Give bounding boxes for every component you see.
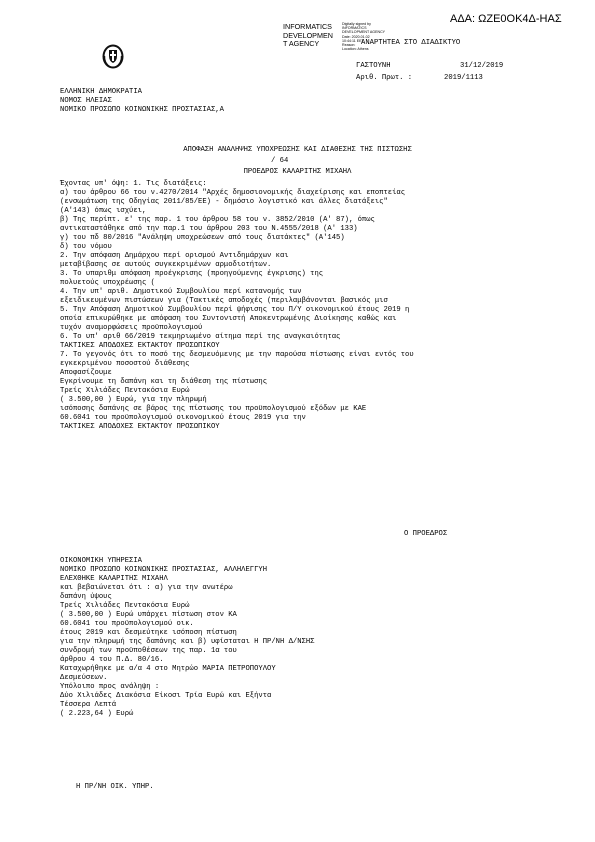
place: ΓΑΣΤΟΥΝΗ <box>356 62 391 70</box>
decision-title: ΑΠΟΦΑΣΗ ΑΝΑΛΗΨΗΣ ΥΠΟΧΡΕΩΣΗΣ ΚΑΙ ΔΙΑΘΕΣΗΣ ΤΗΣ ΠΙΣΤΩΣΗΣ <box>183 146 412 154</box>
finance-certification: ΟΙΚΟΝΟΜΙΚΗ ΥΠΗΡΕΣΙΑ ΝΟΜΙΚΟ ΠΡΟΣΩΠΟ ΚΟΙΝΩΝΙΚΗΣ ΠΡΟΣΤΑΣΙΑΣ, ΑΛΛΗΛΕΓΓΥΗ ΕΛΕΧΘΗΚΕ ΚΑΛΑΡΙΤΗΣ ΜΙΧΑΗΛ και βεβαιώνεται ότι : α) για την ανωτέρω δαπάνη ύψους Τρείς Χιλιάδες Πεντακόσια Ευρώ ( 3.500,00 ) Ευρώ υπάρχει πίστωση στον ΚΑ 60.6041 του προϋπολογισμού οικ. έτους 2019 και δεσμεύτηκε ισόποση πίστωση για την πληρωμή της δαπάνης και β) υφίσταται Η ΠΡ/ΝΗ Δ/ΝΣΗΣ συνδρομή των προϋποθέσεων της παρ. 1α του άρθρου 4 του Π.Δ. 80/16. Καταχωρήθηκε με α/α 4 στο Μητρώο ΜΑΡΙΑ ΠΕΤΡΟΠΟΥΛΟΥ Δεσμεύσεων. Υπόλοιπο προς ανάληψη : Δύο Χιλιάδες Διακόσια Είκοσι Τρία Ευρώ και Εξήντα Τέσσερα Λεπτά ( 2.223,64 ) Ευρώ <box>60 557 315 718</box>
decision-issuer: ΠΡΟΕΔΡΟΣ ΚΑΛΑΡΙΤΗΣ ΜΙΧΑΗΛ <box>243 168 352 176</box>
posting-note: ΑΝΑΡΤΗΤΕΑ ΣΤΟ ΔΙΑΔΙΚΤΥΟ <box>361 39 461 47</box>
protocol-number: 2019/1113 <box>444 74 483 82</box>
decision-number: / 64 <box>271 157 289 165</box>
issuer-block: ΕΛΛΗΝΙΚΗ ΔΗΜΟΚΡΑΤΙΑ ΝΟΜΟΣ ΗΛΕΙΑΣ ΝΟΜΙΚΟ ΠΡΟΣΩΠΟ ΚΟΙΝΩΝΙΚΗΣ ΠΡΟΣΤΑΣΙΑΣ,Α <box>60 88 224 114</box>
president-label: Ο ΠΡΟΕΔΡΟΣ <box>404 530 448 538</box>
greek-emblem-icon <box>101 43 125 70</box>
finance-signature-label: Η ΠΡ/ΝΗ ΟΙΚ. ΥΠΗΡ. <box>76 783 154 791</box>
decision-body: Έχοντας υπ' όψη: 1. Τις διατάξεις: α) του άρθρου 66 του ν.4270/2014 "Αρχές δημοσιονομικής διαχείρισης και εποπτείας (ενσωμάτωση της Οδηγίας 2011/85/ΕΕ) - δημόσιο λογιστικό και άλλες διατάξεις" (Α'143) όπως ισχύει, β) Της περίπτ. ε' της παρ. 1 του άρθρου 58 του ν. 3852/2010 (Α' 87), όπως αντικαταστάθηκε από την παρ.1 του άρθρου 203 του Ν.4555/2018 (Α' 133) γ) του πδ 80/2016 "Ανάληψη υποχρεώσεων από τους διατάκτες" (Α'145) δ) του νόμου 2. Την απόφαση Δημάρχου περί ορισμού Αντιδημάρχων και μεταβίβασης σε αυτούς συγκεκριμένων αρμοδιοτήτων. 3. Το υπαριθμ απόφαση προέγκρισης (προηγούμενης έγκρισης) της πολυετούς υποχρέωσης ( 4. Την υπ' αριθ. Δημοτικού Συμβουλίου περί κατανομής των εξειδικευμένων πιστώσεων για (Τακτικές αποδοχές (περιλαμβάνονται βασικός μισ 5. Την Απόφαση Δημοτικού Συμβουλίου περί ψήφισης του Π/Υ οικονομικού έτους 2019 η οποία επικυρώθηκε με απόφαση του Συντονιστή Αποκεντρωμένης Διοίκησης καθώς και τυχόν αναμορφώσεις προϋπολογισμού 6. Το υπ' αριθ 66/2019 τεκμηριωμένο αίτημα περί της αναγκαιότητας ΤΑΚΤΙΚΕΣ ΑΠΟΔΟΧΕΣ ΕΚΤΑΚΤΟΥ ΠΡΟΣΩΠΙΚΟΥ 7. Το γεγονός ότι το ποσό της δεσμευόμενης με την παρούσα πίστωσης είναι εντός του εγκεκριμένου ποσοστού διάθεσης Αποφασίζουμε Εγκρίνουμε τη δαπάνη και τη διάθεση της πίστωσης Τρείς Χιλιάδες Πεντακόσια Ευρώ ( 3.500,00 ) Ευρώ, για την πληρωμή ισόποσης δαπάνης σε βάρος της πίστωσης του προϋπολογισμού εξόδων με ΚΑΕ 60.6041 του προϋπολογισμού οικονομικού έτους 2019 για την ΤΑΚΤΙΚΕΣ ΑΠΟΔΟΧΕΣ ΕΚΤΑΚΤΟΥ ΠΡΟΣΩΠΙΚΟΥ <box>60 180 414 431</box>
ada-code: ΑΔΑ: ΩΖΕ0ΟΚ4Δ-ΗΑΣ <box>450 13 562 25</box>
document-date: 31/12/2019 <box>460 62 504 70</box>
signature-details: Digitally signed by INFORMATICS DEVELOPMENT AGENCY Date: 2020.01.02 10:44:11 EET Reason: Location: Athens <box>342 22 386 52</box>
signer-name: INFORMATICS DEVELOPMEN T AGENCY <box>283 22 333 48</box>
protocol-label: Αριθ. Πρωτ. : <box>356 74 413 82</box>
